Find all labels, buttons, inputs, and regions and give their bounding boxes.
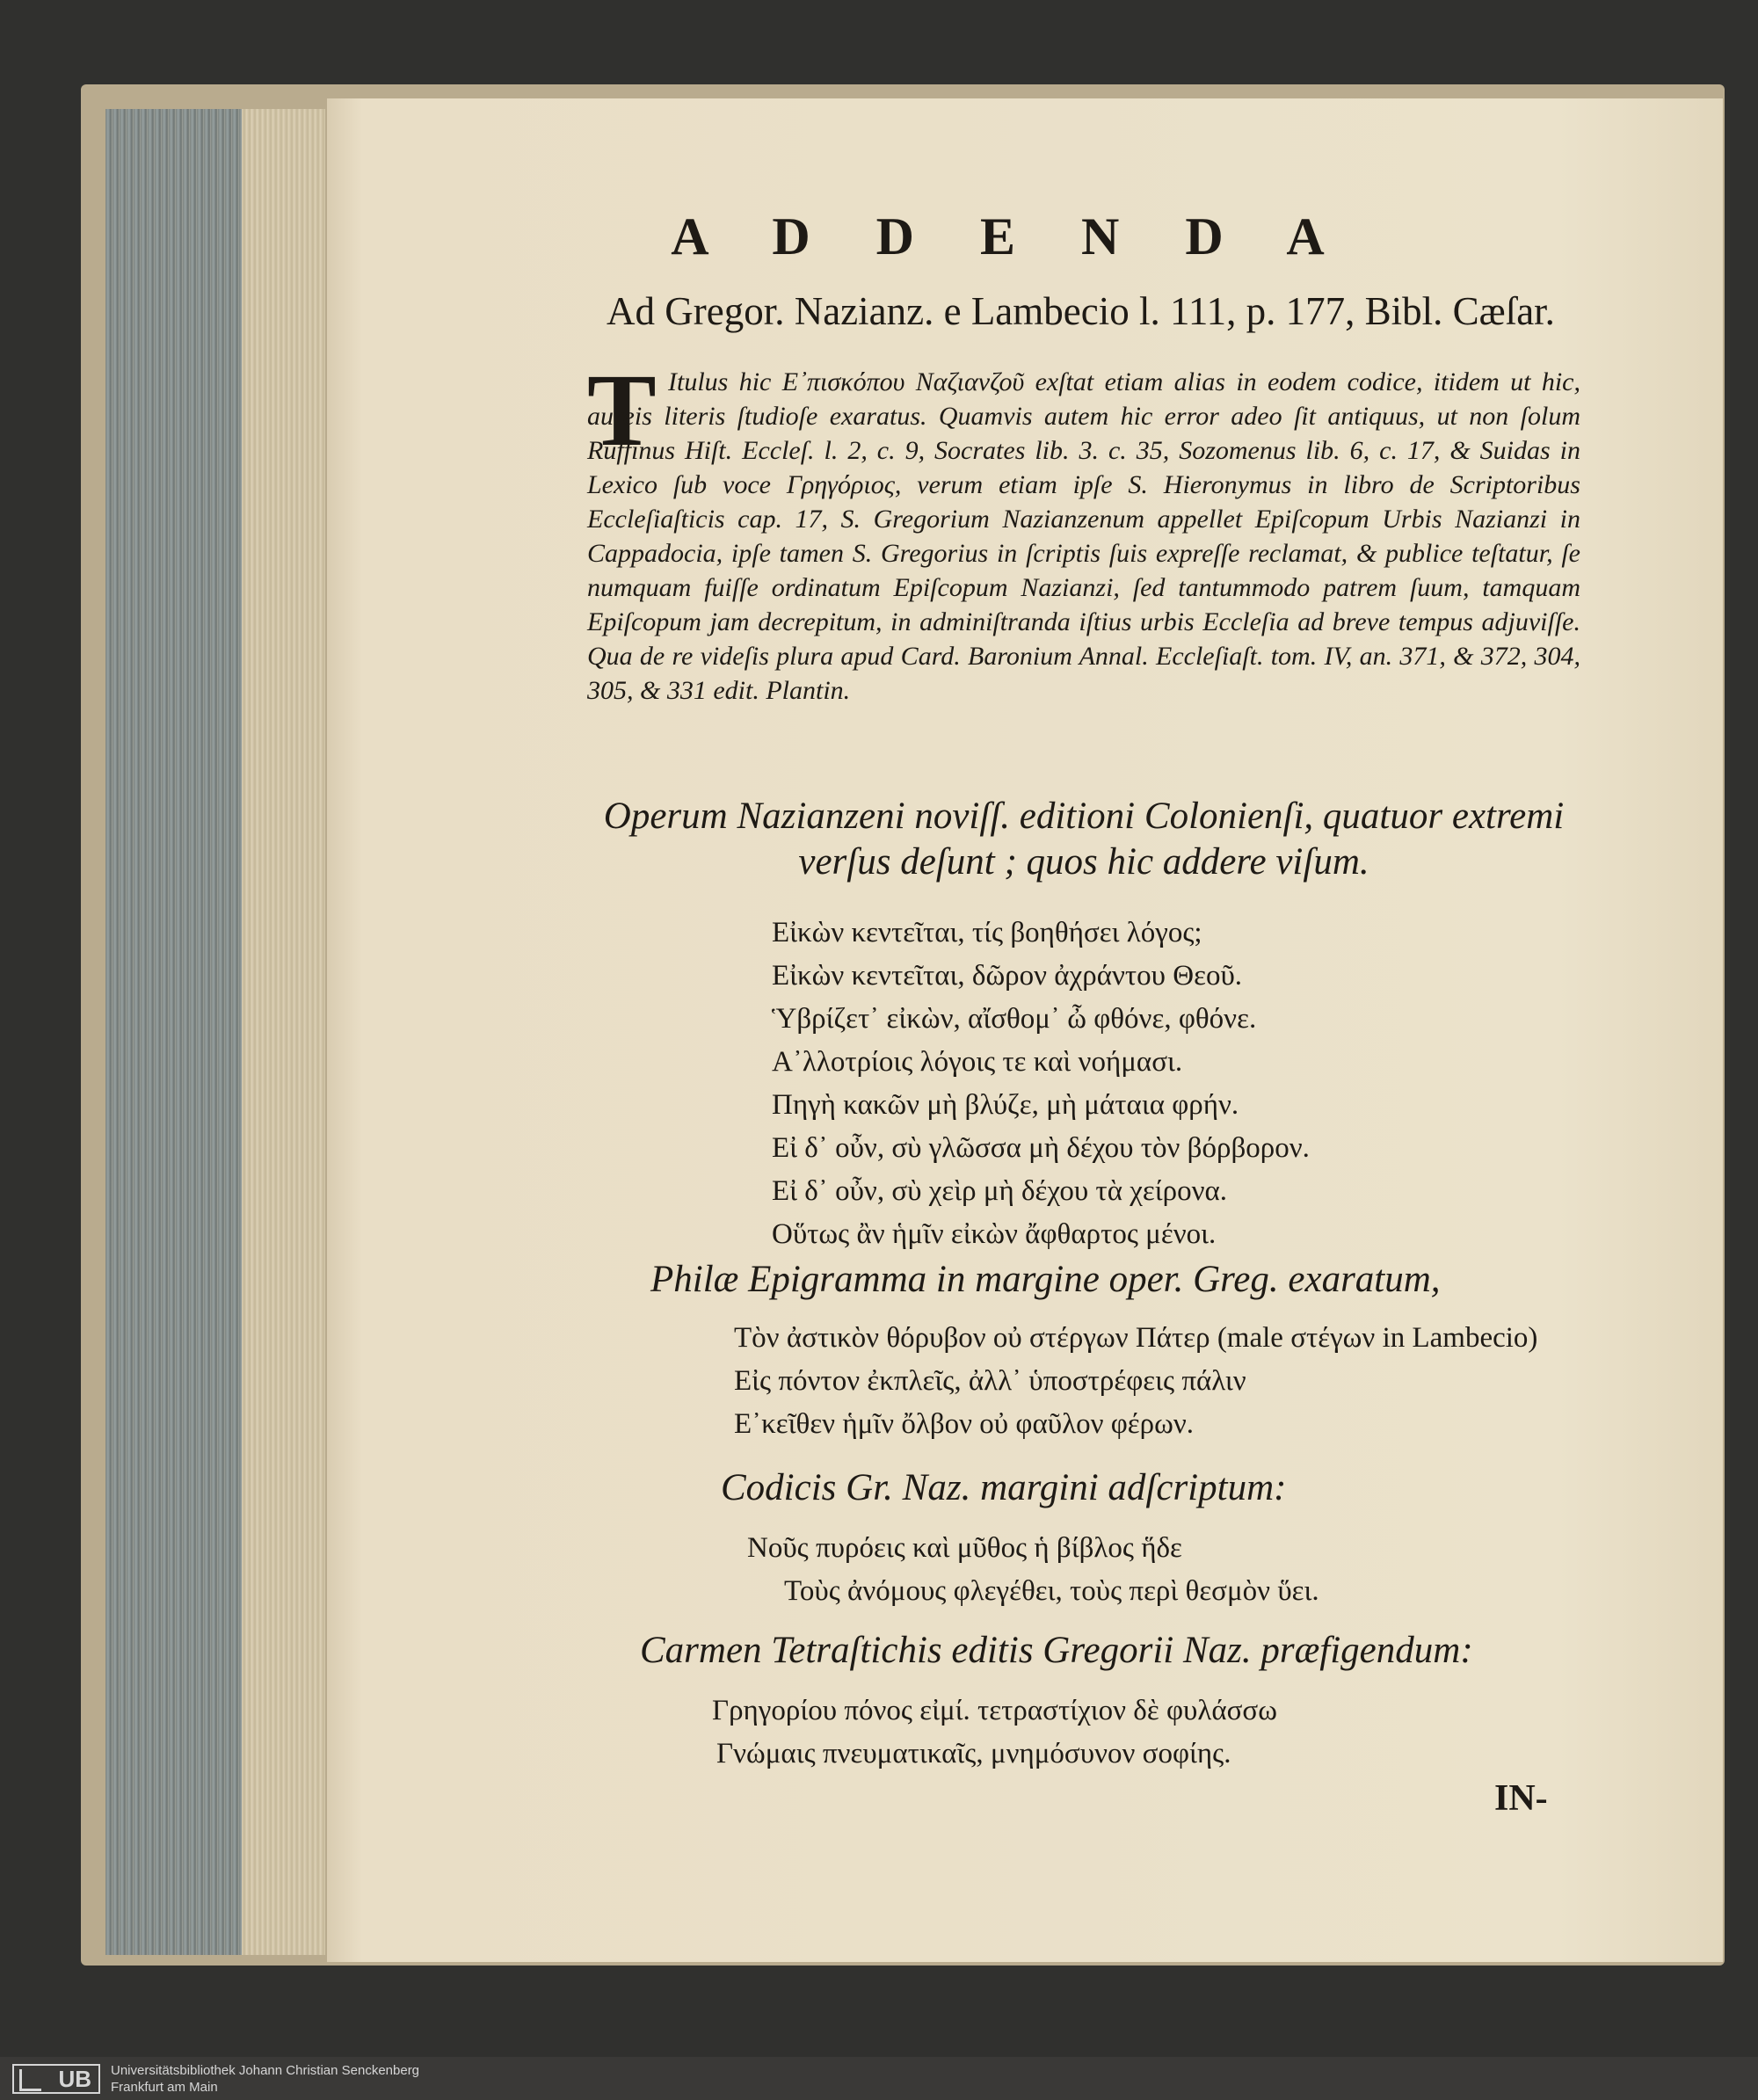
body-paragraph: Itulus hic Ε᾽πισκόπου Ναζιανζοῦ exſtat etiam alias in eodem codice, itidem ut hic, aureis literis ſtudioſe exaratus. Quamvis autem hic error adeo ſit antiquus, ut non ſolum Ruffinus Hiſt. Eccleſ. l. 2, c. 9, Socrates lib. 3. c. 35, Sozomenus lib. 6, c. 17, & Suidas in Lexico ſub voce Γρηγόριος, verum etiam ipſe S. Hieronymus in libro de Scriptoribus Eccleſiaſticis cap. 17, S. Gregorium Nazianzenum appellet Epiſcopum Urbis Nazianzi in Cappadocia, ipſe tamen S. Gregorius in ſcriptis ſuis expreſſe reclamat, & publice teſtatur, ſe numquam fuiſſe ordinatum Epiſcopum Nazianzi, ſed tantummodo patrem ſuum, tamquam Epiſcopum jam decrepitum, in adminiſtranda iſtius urbis Eccleſia ad breve tempus adjuviſſe. Qua de re videſis plura apud Card. Baronium Annal. Eccleſiaſt. tom. IV, an. 371, & 372, 304, 305, & 331 edit. Plantin.: [587, 367, 1580, 705]
verse-line: Ε᾽κεῖθεν ἡμῖν ὄλβον οὐ φαῦλον φέρων.: [734, 1408, 1195, 1440]
section-heading-4: Carmen Tetraſtichis editis Gregorii Naz. præfigendum:: [640, 1630, 1473, 1671]
verse-line: Εἰκὼν κεντεῖται, δῶρον ἀχράντου Θεοῦ.: [772, 960, 1243, 992]
verse-line: Εἰ δ᾽ οὖν, σὺ χεὶρ μὴ δέχου τὰ χείρονα.: [772, 1175, 1228, 1207]
verse-block-4: [712, 1689, 1277, 1776]
verse-line: Τοὺς ἀνόμους φλεγέθει, τοὺς περὶ θεσμὸν ὕει.: [784, 1575, 1319, 1607]
library-footer: [0, 2057, 1758, 2100]
verse-line: Οὕτως ἂν ἡμῖν εἰκὼν ἄφθαρτος μένοι.: [772, 1218, 1217, 1250]
verse-block-2: [734, 1317, 1537, 1446]
verse-line: Τὸν ἀστικὸν θόρυβον οὐ στέργων Πάτερ (male στέγων in Lambecio): [734, 1322, 1538, 1354]
verse-line: Εἰς πόντον ἐκπλεῖς, ἀλλ᾽ ὑποστρέφεις πάλιν: [734, 1365, 1246, 1397]
verse-line: Α᾽λλοτρίοις λόγοις τε καὶ νοήμασι.: [772, 1046, 1183, 1078]
verse-line: Νοῦς πυρόεις καὶ μῦθος ἡ βίβλος ἥδε: [747, 1532, 1182, 1564]
catchword: IN-: [1494, 1778, 1548, 1819]
section-heading-3: Codicis Gr. Naz. margini adſcriptum:: [721, 1467, 1287, 1508]
verse-block-1: [772, 912, 1310, 1256]
library-credit: [111, 2062, 419, 2096]
page-heading: A D D E N D A: [671, 207, 1351, 265]
verse-line: Ὑβρίζετ᾽ εἰκὼν, αἴσθομ᾽ ὦ φθόνε, φθόνε.: [772, 1003, 1257, 1035]
verse-line: Πηγὴ κακῶν μὴ βλύζε, μὴ μάταια φρήν.: [772, 1089, 1239, 1121]
library-logo-mark-icon: [19, 2069, 41, 2091]
verse-block-3: [747, 1527, 1319, 1613]
book-page-edges: [105, 109, 325, 1955]
section-heading-1: Operum Nazianzeni noviſſ. editioni Colonienſi, quatuor extremi verſus deſunt ; quos hic addere viſum.: [603, 796, 1565, 883]
verse-line: Γρηγορίου πόνος εἰμί. τετραστίχιον δὲ φυλάσσω: [712, 1695, 1277, 1726]
library-logo-text: UB: [58, 2066, 91, 2092]
verse-line: Εἰκὼν κεντεῖται, τίς βοηθήσει λόγος;: [772, 917, 1202, 948]
section-heading-2: Philæ Epigramma in margine oper. Greg. exaratum,: [650, 1259, 1441, 1300]
library-city: Frankfurt am Main: [111, 2080, 218, 2095]
verse-line: Γνώμαις πνευματικαῖς, μνημόσυνον σοφίης.: [716, 1738, 1231, 1769]
page-subheading: Ad Gregor. Nazianz. e Lambecio l. 111, p. 177, Bibl. Cæſar.: [607, 289, 1555, 333]
drop-cap: T: [587, 352, 657, 468]
verse-line: Εἰ δ᾽ οὖν, σὺ γλῶσσα μὴ δέχου τὸν βόρβορον.: [772, 1132, 1310, 1164]
library-name: Universitätsbibliothek Johann Christian Senckenberg: [111, 2063, 420, 2078]
library-logo: [12, 2064, 100, 2094]
